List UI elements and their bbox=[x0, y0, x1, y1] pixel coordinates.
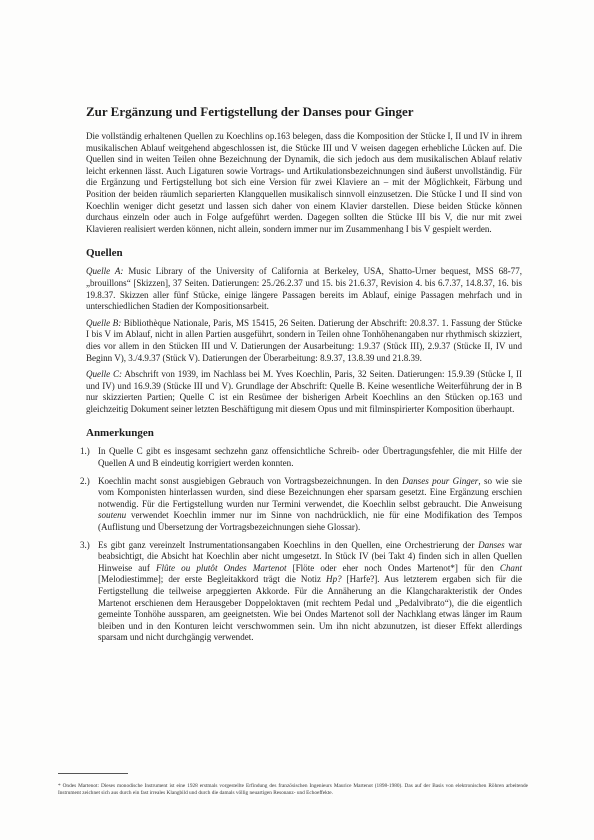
note-number: 2.) bbox=[80, 475, 90, 486]
source-label: Quelle C: bbox=[86, 369, 123, 380]
document-body bbox=[80, 104, 523, 650]
note-text-italic: Flûte ou plutôt Ondes Martenot bbox=[155, 562, 287, 573]
note-text: war beabsichtigt, die Absicht hat Koechlin aber nicht umgesetzt. In Stück IV (bei Takt 4) finden sich in allen Quellen Hinweise auf bbox=[98, 539, 522, 573]
note-text: In Quelle C gibt es insgesamt sechzehn ganz offensichtliche Schreib- oder Übertragungsfehler, die mit Hilfe der Quellen A und B eindeutig korrigiert werden konnten. bbox=[98, 446, 522, 469]
notes-list bbox=[80, 446, 523, 644]
note-text: verwendet Koechlin immer nur im Sinne von nachdrücklich, nie für eine Modifikation des Tempos (Auflistung und Übersetzung der Vortragsbezeichnungen siehe Glossar). bbox=[98, 510, 522, 533]
note-text-italic: Danses pour Ginger bbox=[402, 475, 479, 486]
note-item bbox=[80, 446, 522, 469]
intro-paragraph: Die vollständig erhaltenen Quellen zu Koechlins op.163 belegen, dass die Komposition der Stücke I, II und IV in ihrem musikalischen Ablauf weitgehend abgeschlossen ist, die Stücke III und V weisen dagegen erhebliche Lücken auf. Die Quellen sind in weiten Teilen ohne Bezeichnung der Dynamik, die sich jedoch aus dem musikalischen Ablauf relativ leicht erkennen lässt. Auch Ligaturen sowie Vortrags- und Artikulationsbezeichnungen sind äußerst unvollständig. Für die Ergänzung und Fertigstellung bot sich eine Version für zwei Klaviere an – mit der Möglichkeit, Färbung und Position der beiden räumlich separierten Klangquellen musikalisch sinnvoll einzusetzen. Die Stücke I und II sind von Koechlin weniger dicht gesetzt und lassen sich daher von einem Klavier darstellen. Diese beiden Stücke können durchaus einzeln oder auch in Folge aufgeführt werden. Dagegen sollten die Stücke III bis V, die nur mit zwei Klavieren realisiert werden können, nicht allein, sondern immer nur im Zusammenhang I bis V gespielt werden. bbox=[86, 131, 522, 234]
note-number: 3.) bbox=[80, 539, 90, 550]
footnote: * Ondes Martenot: Dieses monodische Instrument ist eine 1928 erstmals vorgestellte Erfindung des französischen Ingenieurs Maurice Martenot (1898-1980). Das auf der Basis von elektronischen Röhren arbeitende Instrument zeichnet sich aus durch ein fast irreales Klangbild und durch die damals völlig neuartigen Resonanz- und Echoeffekte. bbox=[58, 783, 528, 797]
source-label: Quelle A: bbox=[86, 266, 124, 277]
note-text: , so wie sie vom Komponisten hinterlassen wurden, sind diese Bezeichnungen eher sparsam gesetzt. Eine Ergänzung erschien notwendig. Für die Fertigstellung wurden nur Termini verwendet, die Koechlin selbst gebraucht. Die Anweisung bbox=[98, 475, 523, 509]
footnote-divider bbox=[58, 773, 128, 774]
note-item bbox=[80, 539, 522, 644]
note-text-italic: Danses bbox=[478, 539, 505, 550]
note-item bbox=[80, 475, 523, 534]
document-title: Zur Ergänzung und Fertigstellung der Danses pour Ginger bbox=[86, 104, 414, 119]
sources-list bbox=[86, 266, 522, 415]
note-text-italic: Chant bbox=[499, 562, 522, 573]
note-text: [Flöte oder eher noch Ondes Martenot*] für den bbox=[286, 562, 500, 573]
sources-heading: Quellen bbox=[86, 247, 123, 260]
note-text-italic: soutenu bbox=[98, 510, 127, 521]
note-text-italic: Hp? bbox=[326, 574, 342, 585]
source-text: Music Library of the University of California at Berkeley, USA, Shatto-Urner bequest, MSS 68-77, „brouillons“ [Skizzen], 37 Seiten. Datierungen: 25./26.2.37 und 15. bis 21.6.37, Revision 4. bis 6.7.37, 14.8.37, 16. bis 19.8.37. Skizzen aller fünf Stücke, einige längere Passagen bereits im Ablauf, einige Passagen mehrfach und in unterschiedlichen Stadien der Kompositionsarbeit. bbox=[86, 266, 522, 312]
note-number: 1.) bbox=[80, 446, 90, 457]
source-entry bbox=[86, 266, 522, 312]
source-entry bbox=[86, 369, 522, 415]
source-text: Abschrift von 1939, im Nachlass bei M. Yves Koechlin, Paris, 32 Seiten. Datierungen: 15.9.39 (Stücke I, II und IV) und 16.9.39 (Stücke III und V). Grundlage der Abschrift: Quelle B. Keine wesentliche Weiterführung der in B nur skizzierten Partien; Quelle C ist ein Resümee der bisherigen Arbeit Koechlins an den Stücken op.163 und gleichzeitig Dokument seiner letzten Beschäftigung mit diesem Opus und mit filminspirierter Komposition überhaupt. bbox=[86, 369, 522, 414]
note-text: Koechlin macht sonst ausgiebigen Gebrauch von Vortragsbezeichnungen. In den bbox=[98, 475, 403, 486]
source-label: Quelle B: bbox=[86, 317, 122, 328]
note-text: [Melodiestimme]; der erste Begleitakkord trägt die Notiz bbox=[98, 574, 327, 585]
source-text: Bibliothèque Nationale, Paris, MS 15415, 26 Seiten. Datierung der Abschrift: 20.8.37. 1. Fassung der Stücke I bis V im Ablauf, nicht in allen Partien ausgeführt, sondern in Teilen ohne Tonhöhenangaben nur rhythmisch skizziert, dies vor allem in den Stücken III und V. Datierungen der Ausarbeitung: 1.9.37 (Stück III), 2.9.37 (Stücke II, IV und Beginn V), 3./4.9.37 (Stück V). Datierungen der Überarbeitung: 8.9.37, 13.8.39 und 21.8.39. bbox=[86, 317, 522, 363]
note-text: Es gibt ganz vereinzelt Instrumentationsangaben Koechlins in den Quellen, eine Orchestrierung der bbox=[98, 539, 479, 550]
notes-heading: Anmerkungen bbox=[86, 427, 154, 440]
source-entry bbox=[86, 318, 522, 364]
note-text: [Harfe?]. Aus letzterem ergaben sich für die Fertigstellung die teilweise arpeggierten Akkorde. Für die Annäherung an die Klangcharakteristik der Ondes Martenot erschienen dem Herausgeber Doppeloktaven (mit rechtem Pedal und „Pedalvibrato“), die die eigentlich gemeinte Tonhöhe aussparen, am geeignetsten. Wie bei Ondes Martenot soll der Nachklang etwas länger im Raum bleiben und in den Konturen leicht verschwommen sein. Um ihn nicht abzunutzen, ist dieser Effekt allerdings sparsam und nicht durchgängig verwendet. bbox=[98, 574, 522, 643]
